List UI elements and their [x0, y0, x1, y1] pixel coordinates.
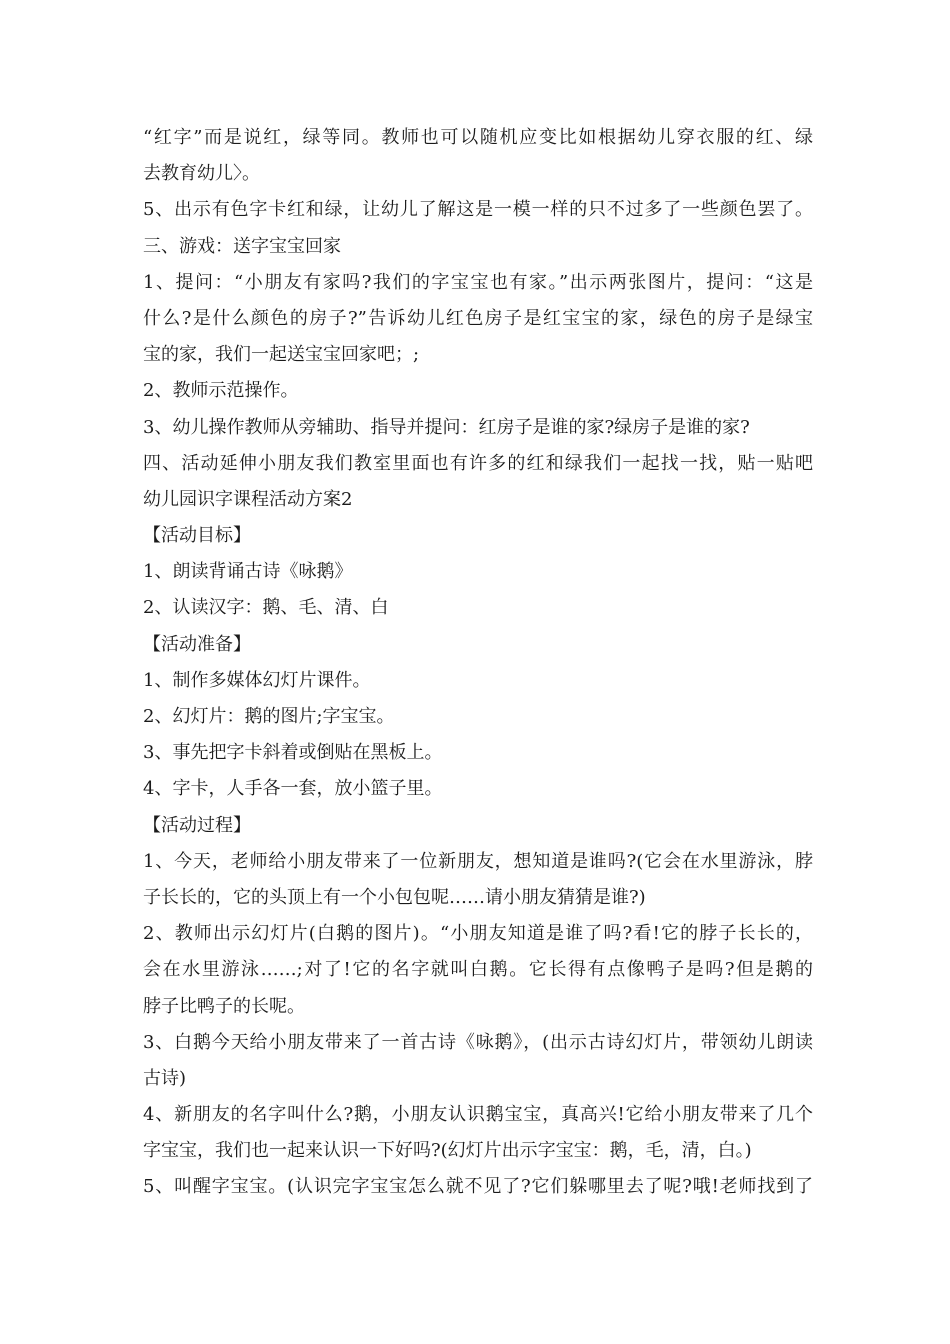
- document-body: [143, 120, 813, 1206]
- text-line: 2、教师示范操作。: [143, 380, 299, 402]
- text-line: 宝的家，我们一起送宝宝回家吧；;: [143, 344, 420, 366]
- text-line: 5、叫醒字宝宝。(认识完字宝宝怎么就不见了?它们躲哪里去了呢?哦!老师找到了: [143, 1176, 813, 1198]
- text-line: 古诗): [143, 1067, 187, 1089]
- text-line: 4、字卡，人手各一套，放小篮子里。: [143, 778, 443, 800]
- section-heading: 三、游戏：送字宝宝回家: [143, 235, 341, 257]
- section-heading: 【活动过程】: [143, 814, 251, 836]
- text-line: 4、新朋友的名字叫什么?鹅，小朋友认识鹅宝宝，真高兴!它给小朋友带来了几个: [143, 1104, 813, 1126]
- text-line: 3、白鹅今天给小朋友带来了一首古诗《咏鹅》，(出示古诗幻灯片，带领幼儿朗读: [143, 1031, 813, 1053]
- text-line: 5、出示有色字卡红和绿，让幼儿了解这是一模一样的只不过多了一些颜色罢了。: [143, 199, 813, 221]
- text-line: 去教育幼儿〉。: [143, 163, 260, 185]
- section-heading: 【活动准备】: [143, 633, 251, 655]
- text-line: “红字”而是说红，绿等同。教师也可以随机应变比如根据幼儿穿衣服的红、绿: [143, 127, 813, 148]
- document-title: 幼儿园识字课程活动方案2: [143, 488, 353, 510]
- text-line: 1、提问：“小朋友有家吗?我们的字宝宝也有家。”出示两张图片，提问：“这是: [143, 271, 813, 293]
- text-line: 脖子比鸭子的长呢。: [143, 995, 305, 1017]
- text-line: 会在水里游泳……;对了!它的名字就叫白鹅。它长得有点像鸭子是吗?但是鹅的: [143, 959, 813, 981]
- text-line: 子长长的，它的头顶上有一个小包包呢……请小朋友猜猜是谁?): [143, 886, 646, 908]
- section-heading: 【活动目标】: [143, 525, 251, 547]
- section-heading: 四、活动延伸小朋友我们教室里面也有许多的红和绿我们一起找一找，贴一贴吧: [143, 452, 813, 474]
- text-line: 1、朗读背诵古诗《咏鹅》: [143, 561, 353, 583]
- text-line: 1、今天，老师给小朋友带来了一位新朋友，想知道是谁吗?(它会在水里游泳，脖: [143, 850, 813, 872]
- text-line: 字宝宝，我们也一起来认识一下好吗?(幻灯片出示字宝宝：鹅，毛，清，白。): [143, 1140, 752, 1162]
- text-line: 3、事先把字卡斜着或倒贴在黑板上。: [143, 742, 443, 764]
- text-line: 1、制作多媒体幻灯片课件。: [143, 669, 371, 691]
- text-line: 2、幻灯片：鹅的图片;字宝宝。: [143, 706, 395, 727]
- text-line: 2、教师出示幻灯片(白鹅的图片)。“小朋友知道是谁了吗?看!它的脖子长长的，: [143, 923, 813, 945]
- text-line: 3、幼儿操作教师从旁辅助、指导并提问：红房子是谁的家?绿房子是谁的家?: [143, 416, 750, 438]
- text-line: 2、认读汉字：鹅、毛、清、白: [143, 597, 389, 619]
- text-line: 什么?是什么颜色的房子?”告诉幼儿红色房子是红宝宝的家，绿色的房子是绿宝: [143, 307, 813, 329]
